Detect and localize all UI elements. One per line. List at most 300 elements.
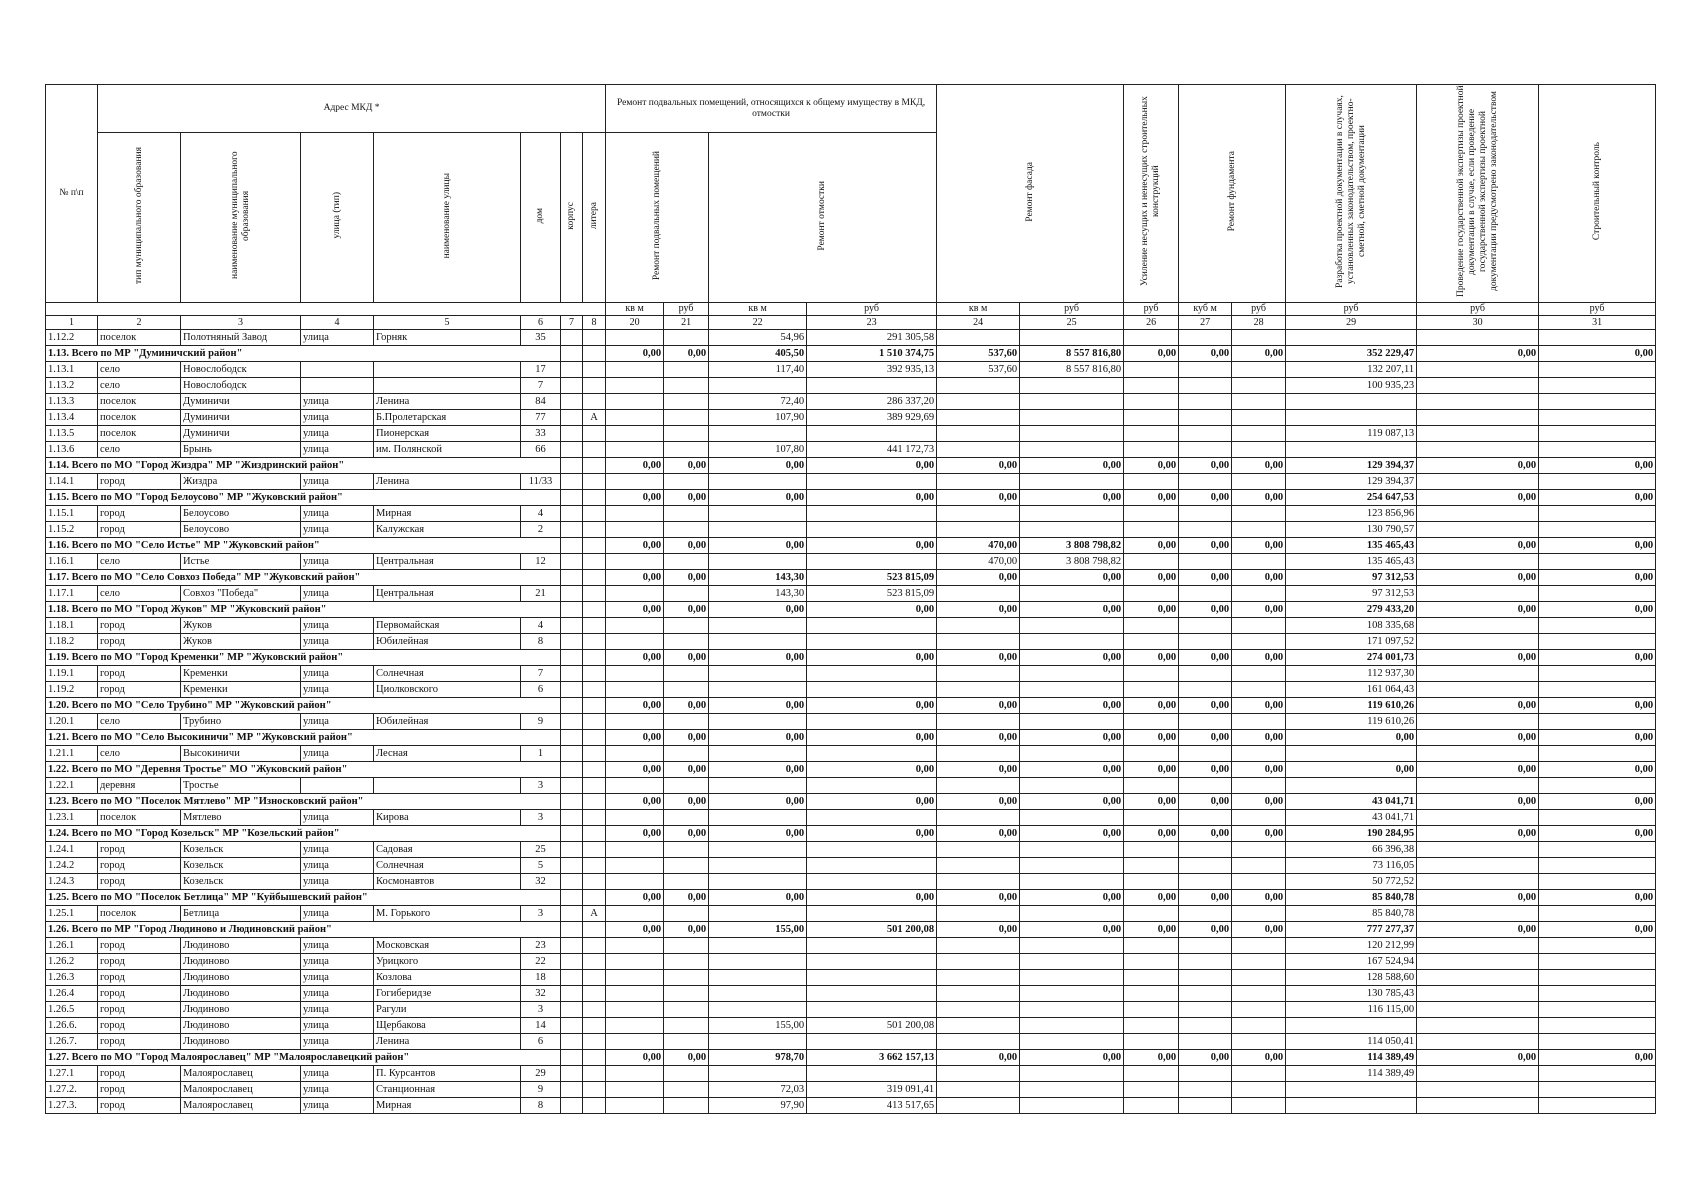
subtotal-value: 0,00 xyxy=(1232,730,1286,746)
table-cell: Трубино xyxy=(181,714,301,730)
table-cell xyxy=(561,554,583,570)
header-reinforce: Усиление несущих и ненесущих строительных конструкций xyxy=(1124,85,1179,303)
subtotal-value: 0,00 xyxy=(1179,458,1232,474)
table-cell xyxy=(583,698,606,714)
table-cell xyxy=(937,954,1020,970)
table-cell xyxy=(807,1034,937,1050)
table-cell xyxy=(1232,506,1286,522)
table-cell xyxy=(807,810,937,826)
subtotal-row xyxy=(46,650,1656,666)
table-cell: улица xyxy=(301,410,374,426)
table-cell xyxy=(1232,410,1286,426)
table-cell xyxy=(1286,1098,1417,1114)
table-cell xyxy=(1020,666,1124,682)
subtotal-row xyxy=(46,602,1656,618)
table-cell xyxy=(561,874,583,890)
table-cell xyxy=(583,666,606,682)
table-cell: село xyxy=(98,714,181,730)
unit-cell: куб м xyxy=(1179,303,1232,316)
table-cell xyxy=(664,666,709,682)
table-cell xyxy=(1286,746,1417,762)
table-cell xyxy=(1179,474,1232,490)
table-cell: улица xyxy=(301,874,374,890)
table-cell xyxy=(1124,746,1179,762)
table-cell xyxy=(664,986,709,1002)
table-cell xyxy=(1179,874,1232,890)
subtotal-value: 0,00 xyxy=(1179,826,1232,842)
table-cell: Первомайская xyxy=(374,618,521,634)
subtotal-value: 0,00 xyxy=(1124,922,1179,938)
subtotal-value: 0,00 xyxy=(1417,890,1539,906)
subtotal-value: 0,00 xyxy=(1539,762,1656,778)
subtotal-title: 1.16. Всего по МО "Село Истье" МР "Жуковский район" xyxy=(46,538,561,554)
table-cell xyxy=(1232,858,1286,874)
table-cell xyxy=(561,778,583,794)
table-cell xyxy=(709,810,807,826)
table-cell xyxy=(1539,618,1656,634)
header-num: № п\п xyxy=(46,85,98,303)
table-cell: Калужская xyxy=(374,522,521,538)
subtotal-row xyxy=(46,538,1656,554)
table-cell: Людиново xyxy=(181,938,301,954)
table-cell: 1.27.1 xyxy=(46,1066,98,1082)
table-cell xyxy=(561,586,583,602)
table-cell xyxy=(807,746,937,762)
table-cell xyxy=(709,714,807,730)
table-cell xyxy=(1232,394,1286,410)
table-cell xyxy=(561,906,583,922)
subtotal-value: 0,00 xyxy=(1417,490,1539,506)
header-control: Строительный контроль xyxy=(1539,85,1656,303)
subtotal-value: 0,00 xyxy=(1179,794,1232,810)
table-cell xyxy=(664,858,709,874)
table-cell xyxy=(1539,842,1656,858)
table-cell: 1.15.1 xyxy=(46,506,98,522)
subtotal-value: 0,00 xyxy=(664,890,709,906)
table-cell: М. Горького xyxy=(374,906,521,922)
table-cell xyxy=(1020,842,1124,858)
table-cell xyxy=(1124,1002,1179,1018)
subtotal-value: 0,00 xyxy=(709,602,807,618)
table-cell: 43 041,71 xyxy=(1286,810,1417,826)
table-cell: 1.13.4 xyxy=(46,410,98,426)
table-cell: 8 xyxy=(521,1098,561,1114)
table-cell xyxy=(583,554,606,570)
table-cell xyxy=(937,1002,1020,1018)
subtotal-value: 0,00 xyxy=(807,762,937,778)
table-cell xyxy=(301,778,374,794)
table-cell xyxy=(1232,778,1286,794)
table-cell: 1.27.3. xyxy=(46,1098,98,1114)
table-cell xyxy=(301,378,374,394)
table-cell: город xyxy=(98,970,181,986)
table-cell: 1.13.1 xyxy=(46,362,98,378)
subtotal-value: 0,00 xyxy=(1539,602,1656,618)
table-cell xyxy=(583,970,606,986)
table-row xyxy=(46,394,1656,410)
table-cell xyxy=(1124,442,1179,458)
table-cell xyxy=(1417,778,1539,794)
table-cell xyxy=(1232,442,1286,458)
table-cell xyxy=(583,986,606,1002)
subtotal-value: 0,00 xyxy=(1124,650,1179,666)
subtotal-value: 0,00 xyxy=(1539,570,1656,586)
table-cell xyxy=(561,458,583,474)
table-cell: 1.17.1 xyxy=(46,586,98,602)
table-cell: 117,40 xyxy=(709,362,807,378)
table-cell xyxy=(583,938,606,954)
table-cell xyxy=(1179,1082,1232,1098)
table-cell: Центральная xyxy=(374,586,521,602)
table-cell xyxy=(606,842,664,858)
table-cell: 84 xyxy=(521,394,561,410)
table-cell xyxy=(1417,330,1539,346)
table-cell xyxy=(1020,1034,1124,1050)
subtotal-value: 0,00 xyxy=(1124,602,1179,618)
table-cell xyxy=(606,666,664,682)
table-cell xyxy=(1020,1018,1124,1034)
table-cell xyxy=(1539,426,1656,442)
table-cell: город xyxy=(98,986,181,1002)
table-cell: Бетлица xyxy=(181,906,301,922)
table-row xyxy=(46,330,1656,346)
subtotal-value: 0,00 xyxy=(1417,570,1539,586)
table-cell xyxy=(937,970,1020,986)
table-cell: 77 xyxy=(521,410,561,426)
table-cell: 167 524,94 xyxy=(1286,954,1417,970)
table-cell xyxy=(709,522,807,538)
table-cell xyxy=(709,1066,807,1082)
table-cell xyxy=(937,1034,1020,1050)
col-number: 2 xyxy=(98,316,181,330)
subtotal-value: 0,00 xyxy=(1417,1050,1539,1066)
table-cell xyxy=(1286,1082,1417,1098)
table-cell xyxy=(561,714,583,730)
table-cell xyxy=(1179,410,1232,426)
table-cell: 129 394,37 xyxy=(1286,474,1417,490)
table-cell xyxy=(583,538,606,554)
subtotal-value: 0,00 xyxy=(1417,458,1539,474)
table-cell xyxy=(1179,1018,1232,1034)
subtotal-value: 0,00 xyxy=(807,538,937,554)
table-row xyxy=(46,714,1656,730)
table-cell xyxy=(937,746,1020,762)
table-cell xyxy=(583,1002,606,1018)
table-cell: 7 xyxy=(521,378,561,394)
table-cell xyxy=(606,506,664,522)
unit-cell: руб xyxy=(1232,303,1286,316)
table-cell: улица xyxy=(301,586,374,602)
table-cell: Жуков xyxy=(181,618,301,634)
table-cell xyxy=(1417,522,1539,538)
table-cell xyxy=(1417,874,1539,890)
table-cell: 1.21.1 xyxy=(46,746,98,762)
table-cell xyxy=(1232,842,1286,858)
subtotal-value: 0,00 xyxy=(1179,730,1232,746)
table-cell xyxy=(1124,426,1179,442)
table-cell xyxy=(1539,554,1656,570)
table-cell: Новослободск xyxy=(181,362,301,378)
table-cell xyxy=(1124,362,1179,378)
table-cell xyxy=(1539,586,1656,602)
subtotal-value: 0,00 xyxy=(1020,602,1124,618)
table-cell xyxy=(664,506,709,522)
table-cell xyxy=(1417,1034,1539,1050)
table-cell: 22 xyxy=(521,954,561,970)
table-cell xyxy=(1179,938,1232,954)
table-cell: 1.26.2 xyxy=(46,954,98,970)
table-cell: город xyxy=(98,618,181,634)
table-cell xyxy=(937,1082,1020,1098)
table-cell xyxy=(807,1066,937,1082)
table-cell xyxy=(1286,330,1417,346)
table-cell xyxy=(1232,986,1286,1002)
table-cell xyxy=(1020,378,1124,394)
subtotal-value: 0,00 xyxy=(606,762,664,778)
table-cell xyxy=(561,378,583,394)
table-cell xyxy=(583,618,606,634)
table-cell xyxy=(1232,1002,1286,1018)
table-cell: город xyxy=(98,634,181,650)
table-cell xyxy=(1179,986,1232,1002)
table-cell xyxy=(807,378,937,394)
table-cell xyxy=(1124,1082,1179,1098)
table-cell: Людиново xyxy=(181,1034,301,1050)
table-cell xyxy=(1417,1066,1539,1082)
table-cell xyxy=(664,778,709,794)
subtotal-value: 0,00 xyxy=(807,890,937,906)
table-cell xyxy=(1232,554,1286,570)
table-cell xyxy=(583,394,606,410)
table-cell: 1.19.1 xyxy=(46,666,98,682)
table-cell xyxy=(561,826,583,842)
subtotal-value: 0,00 xyxy=(606,570,664,586)
unit-cell: руб xyxy=(664,303,709,316)
table-cell: Юбилейная xyxy=(374,634,521,650)
table-cell xyxy=(1539,970,1656,986)
table-cell: Людиново xyxy=(181,1018,301,1034)
subtotal-value: 143,30 xyxy=(709,570,807,586)
subtotal-value: 0,00 xyxy=(709,538,807,554)
subtotal-value: 0,00 xyxy=(606,490,664,506)
subtotal-value: 0,00 xyxy=(1232,570,1286,586)
table-cell xyxy=(561,986,583,1002)
subtotal-value: 0,00 xyxy=(1417,730,1539,746)
table-cell: 1 xyxy=(521,746,561,762)
table-cell xyxy=(1232,378,1286,394)
table-cell: 1.16.1 xyxy=(46,554,98,570)
table-cell: Людиново xyxy=(181,954,301,970)
col-number: 4 xyxy=(301,316,374,330)
table-cell xyxy=(1286,410,1417,426)
table-cell: Кременки xyxy=(181,666,301,682)
table-cell xyxy=(1124,378,1179,394)
table-cell: 3 xyxy=(521,810,561,826)
subtotal-title: 1.14. Всего по МО "Город Жиздра" МР "Жиздринский район" xyxy=(46,458,561,474)
subtotal-value: 3 662 157,13 xyxy=(807,1050,937,1066)
subtotal-value: 0,00 xyxy=(1539,698,1656,714)
table-cell: Высокиничи xyxy=(181,746,301,762)
col-number: 26 xyxy=(1124,316,1179,330)
table-cell xyxy=(709,1034,807,1050)
table-cell xyxy=(1179,1002,1232,1018)
table-cell xyxy=(583,1082,606,1098)
subtotal-value: 0,00 xyxy=(1124,538,1179,554)
table-cell xyxy=(1539,1034,1656,1050)
table-cell xyxy=(709,938,807,954)
table-cell: 1.12.2 xyxy=(46,330,98,346)
table-cell: 3 xyxy=(521,1002,561,1018)
subtotal-value: 0,00 xyxy=(1232,794,1286,810)
table-cell xyxy=(664,906,709,922)
table-cell xyxy=(1124,714,1179,730)
table-cell xyxy=(807,1002,937,1018)
table-cell: улица xyxy=(301,474,374,490)
table-cell: город xyxy=(98,1034,181,1050)
subtotal-value: 0,00 xyxy=(664,602,709,618)
subtotal-value: 0,00 xyxy=(1539,538,1656,554)
table-cell: улица xyxy=(301,442,374,458)
table-cell: 155,00 xyxy=(709,1018,807,1034)
table-cell xyxy=(374,778,521,794)
table-cell xyxy=(937,394,1020,410)
subtotal-value: 0,00 xyxy=(606,650,664,666)
table-cell xyxy=(1124,474,1179,490)
table-cell xyxy=(583,826,606,842)
table-cell xyxy=(1417,474,1539,490)
table-cell: улица xyxy=(301,842,374,858)
table-cell: улица xyxy=(301,954,374,970)
table-cell xyxy=(664,1034,709,1050)
table-cell xyxy=(1417,1082,1539,1098)
subtotal-value: 0,00 xyxy=(1232,602,1286,618)
table-cell xyxy=(807,986,937,1002)
subtotal-row xyxy=(46,762,1656,778)
table-cell xyxy=(1020,618,1124,634)
subtotal-value: 0,00 xyxy=(1020,650,1124,666)
table-cell xyxy=(937,682,1020,698)
table-cell xyxy=(1539,682,1656,698)
table-cell xyxy=(1417,714,1539,730)
table-cell xyxy=(664,1082,709,1098)
subtotal-value: 0,00 xyxy=(1539,346,1656,362)
subtotal-value: 0,00 xyxy=(606,602,664,618)
subtotal-value: 0,00 xyxy=(1124,1050,1179,1066)
subtotal-value: 0,00 xyxy=(1124,346,1179,362)
table-cell xyxy=(937,474,1020,490)
table-cell: 114 050,41 xyxy=(1286,1034,1417,1050)
subtotal-value: 0,00 xyxy=(937,570,1020,586)
subtotal-value: 0,00 xyxy=(606,346,664,362)
table-cell: 116 115,00 xyxy=(1286,1002,1417,1018)
table-cell: 107,80 xyxy=(709,442,807,458)
table-cell xyxy=(1124,1098,1179,1114)
table-row xyxy=(46,362,1656,378)
table-cell xyxy=(709,986,807,1002)
units-spacer xyxy=(46,303,606,316)
subtotal-value: 0,00 xyxy=(1020,458,1124,474)
table-cell xyxy=(807,906,937,922)
table-cell xyxy=(664,394,709,410)
table-cell xyxy=(1179,378,1232,394)
table-cell xyxy=(606,1098,664,1114)
table-cell xyxy=(301,362,374,378)
table-cell xyxy=(1179,954,1232,970)
table-row xyxy=(46,634,1656,650)
table-cell xyxy=(561,570,583,586)
table-cell xyxy=(1539,746,1656,762)
subtotal-value: 0,00 xyxy=(1179,650,1232,666)
table-cell: улица xyxy=(301,746,374,762)
table-cell xyxy=(606,1002,664,1018)
table-cell: Людиново xyxy=(181,970,301,986)
header-street-type: улица (тип) xyxy=(301,133,374,303)
table-cell xyxy=(374,362,521,378)
table-cell xyxy=(1020,634,1124,650)
table-cell xyxy=(561,634,583,650)
col-number: 27 xyxy=(1179,316,1232,330)
table-cell xyxy=(1020,522,1124,538)
col-number: 1 xyxy=(46,316,98,330)
header-house: дом xyxy=(521,133,561,303)
subtotal-value: 0,00 xyxy=(1539,650,1656,666)
table-cell xyxy=(1124,682,1179,698)
table-cell xyxy=(606,714,664,730)
subtotal-value: 0,00 xyxy=(709,650,807,666)
table-cell: 130 785,43 xyxy=(1286,986,1417,1002)
subtotal-title: 1.26. Всего по МР "Город Людиново и Людиновский район" xyxy=(46,922,561,938)
subtotal-value: 0,00 xyxy=(937,650,1020,666)
table-cell xyxy=(709,618,807,634)
table-cell: 120 212,99 xyxy=(1286,938,1417,954)
table-cell xyxy=(664,426,709,442)
subtotal-value: 0,00 xyxy=(1417,650,1539,666)
header-foundation: Ремонт фундамента xyxy=(1179,85,1286,303)
table-cell xyxy=(561,682,583,698)
table-cell: 1.22.1 xyxy=(46,778,98,794)
subtotal-row xyxy=(46,826,1656,842)
subtotal-value: 978,70 xyxy=(709,1050,807,1066)
table-cell xyxy=(807,682,937,698)
subtotal-value: 0,00 xyxy=(1232,1050,1286,1066)
table-cell xyxy=(1417,426,1539,442)
table-cell: 97 312,53 xyxy=(1286,586,1417,602)
table-cell: Брынь xyxy=(181,442,301,458)
table-cell xyxy=(664,842,709,858)
table-cell: 286 337,20 xyxy=(807,394,937,410)
table-cell xyxy=(1417,394,1539,410)
table-cell: улица xyxy=(301,618,374,634)
table-cell: Белоусово xyxy=(181,506,301,522)
table-cell: улица xyxy=(301,1018,374,1034)
table-cell: 25 xyxy=(521,842,561,858)
table-cell xyxy=(583,506,606,522)
table-cell xyxy=(1539,442,1656,458)
subtotal-value: 0,00 xyxy=(1179,890,1232,906)
table-cell: Думиничи xyxy=(181,410,301,426)
table-cell xyxy=(807,554,937,570)
unit-cell: руб xyxy=(1286,303,1417,316)
col-number: 28 xyxy=(1232,316,1286,330)
table-cell xyxy=(583,874,606,890)
table-cell xyxy=(583,650,606,666)
table-cell xyxy=(1539,1082,1656,1098)
table-cell: поселок xyxy=(98,330,181,346)
table-cell xyxy=(1539,522,1656,538)
table-cell: 112 937,30 xyxy=(1286,666,1417,682)
table-row xyxy=(46,906,1656,922)
table-cell: 50 772,52 xyxy=(1286,874,1417,890)
